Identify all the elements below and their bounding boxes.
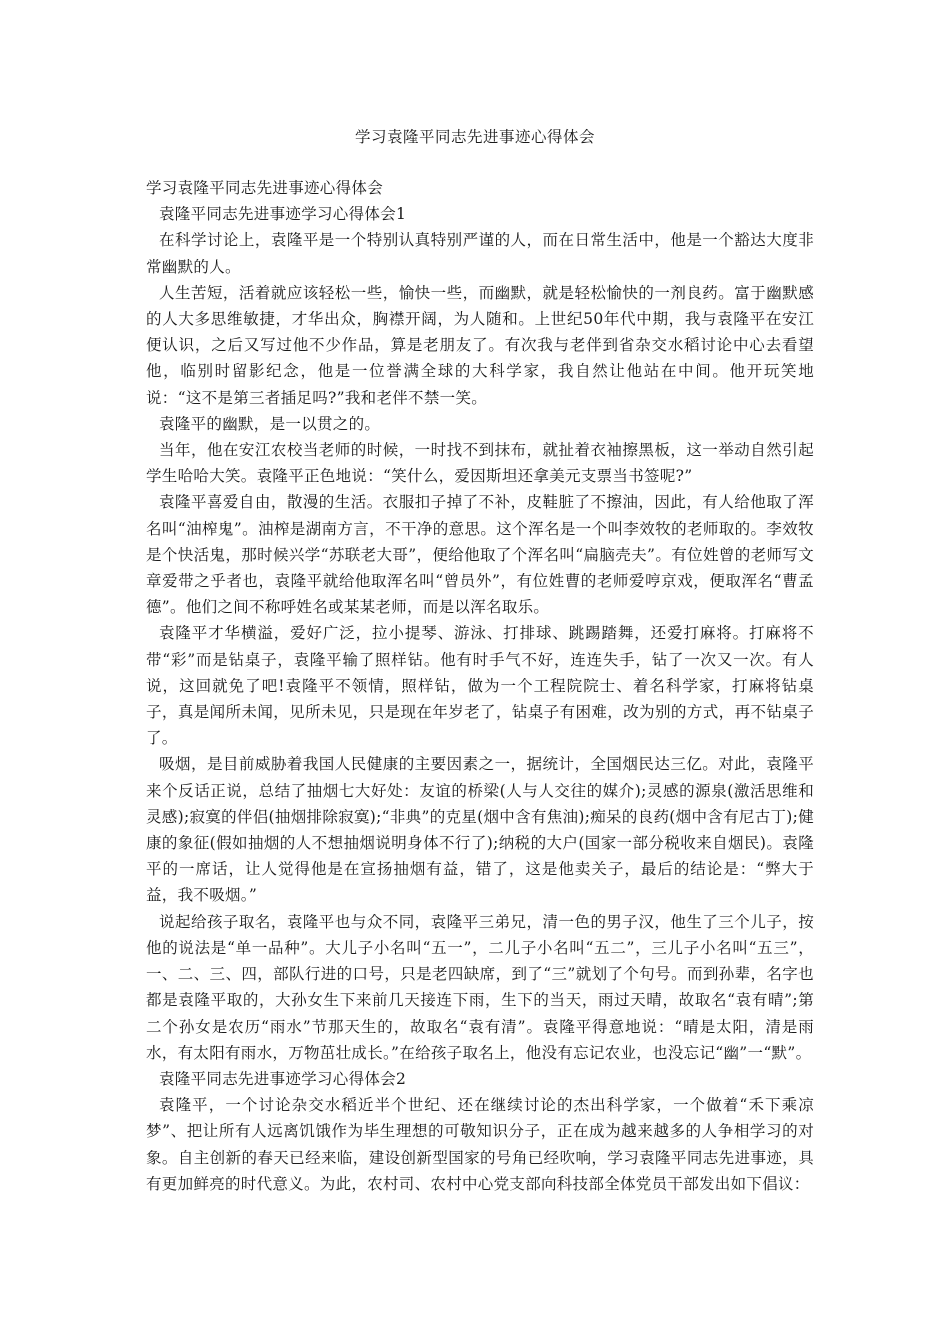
paragraph: 袁隆平喜爱自由，散漫的生活。衣服扣子掉了不补，皮鞋脏了不擦油，因此，有人给他取了浑名叫“油榨鬼”。油榨是湖南方言，不干净的意思。这个浑名是一个叫李效牧的老师取的。李效牧是个快活鬼，那时候兴学“苏联老大哥”，便给他取了个浑名叫“扁脑壳夫”。有位姓曾的老师写文章爱带之乎者也，袁隆平就给他取浑名叫“曾员外”，有位姓曹的老师爱哼京戏，便取浑名“曹孟德”。他们之间不称呼姓名或某某老师，而是以浑名取乐。 [146,493,814,617]
document-title: 学习袁隆平同志先进事迹心得体会 [354,128,595,146]
paragraph: 袁隆平的幽默，是一以贯之的。 [159,414,381,433]
paragraph: 学习袁隆平同志先进事迹心得体会 [146,179,384,197]
paragraph: 当年，他在安江农校当老师的时候，一时找不到抹布，就扯着衣袖擦黑板，这一举动自然引起学生哈哈大笑。袁隆平正色地说：“笑什么，爱因斯坦还拿美元支票当书签呢?” [146,441,814,486]
paragraph: 袁隆平同志先进事迹学习心得体会2 [159,1069,407,1088]
paragraph: 人生苦短，活着就应该轻松一些，愉快一些，而幽默，就是轻松愉快的一剂良药。富于幽默感的人大多思维敏捷，才华出众，胸襟开阔，为人随和。上世纪50年代中期，我与袁隆平在安江便认识，之后又写过他不少作品，算是老朋友了。有次我与老伴到省杂交水稻讨论中心去看望他，临别时留影纪念，他是一位誉满全球的大科学家，我自然让他站在中间。他开玩笑地说：“这不是第三者插足吗?”我和老伴不禁一笑。 [146,283,814,407]
paragraph: 说起给孩子取名，袁隆平也与众不同，袁隆平三弟兄，清一色的男子汉，他生了三个儿子，按他的说法是“单一品种”。大儿子小名叫“五一”，二儿子小名叫“五二”，三儿子小名叫“五三”，一、二、三、四，部队行进的口号，只是老四缺席，到了“三”就划了个句号。而到孙辈，名字也都是袁隆平取的，大孙女生下来前几天接连下雨，生下的当天，雨过天晴，故取名“袁有晴”;第二个孙女是农历“雨水”节那天生的，故取名“袁有清”。袁隆平得意地说：“晴是太阳，清是雨水，有太阳有雨水，万物茁壮成长。”在给孩子取名上，他没有忘记农业，也没忘记“幽”一“默”。 [146,912,814,1062]
paragraph: 在科学讨论上，袁隆平是一个特别认真特别严谨的人，而在日常生活中，他是一个豁达大度非常幽默的人。 [146,231,814,276]
paragraph: 袁隆平同志先进事迹学习心得体会1 [159,205,407,224]
paragraph: 袁隆平，一个讨论杂交水稻近半个世纪、还在继续讨论的杰出科学家，一个做着“禾下乘凉梦”、把让所有人远离饥饿作为毕生理想的可敬知识分子，正在成为越来越多的人争相学习的对象。自主创新的春天已经来临，建设创新型国家的号角已经吹响，学习袁隆平同志先进事迹，具有更加鲜亮的时代意义。为此，农村司、农村中心党支部向科技部全体党员干部发出如下倡议： [146,1096,814,1193]
paragraph: 吸烟，是目前威胁着我国人民健康的主要因素之一，据统计，全国烟民达三亿。对此，袁隆平来个反话正说，总结了抽烟七大好处：友谊的桥梁(人与人交往的媒介);灵感的源泉(激活思维和灵感);寂寞的伴侣(抽烟排除寂寞);“非典”的克星(烟中含有焦油);痴呆的良药(烟中含有尼古丁);健康的象征(假如抽烟的人不想抽烟说明身体不行了);纳税的大户(国家一部分税收来自烟民)。袁隆平的一席话，让人觉得他是在宣扬抽烟有益，错了，这是他卖关子，最后的结论是：“弊大于益，我不吸烟。” [146,755,814,905]
document-body [146,175,814,1197]
paragraph: 袁隆平才华横溢，爱好广泛，拉小提琴、游泳、打排球、跳踢踏舞，还爱打麻将。打麻将不带“彩”而是钻桌子，袁隆平输了照样钻。他有时手气不好，连连失手，钻了一次又一次。有人说，这回就免了吧!袁隆平不领情，照样钻，做为一个工程院院士、着名科学家，打麻将钻桌子，真是闻所未闻，见所未见，只是现在年岁老了，钻桌子有困难，改为别的方式，再不钻桌子了。 [146,624,814,748]
